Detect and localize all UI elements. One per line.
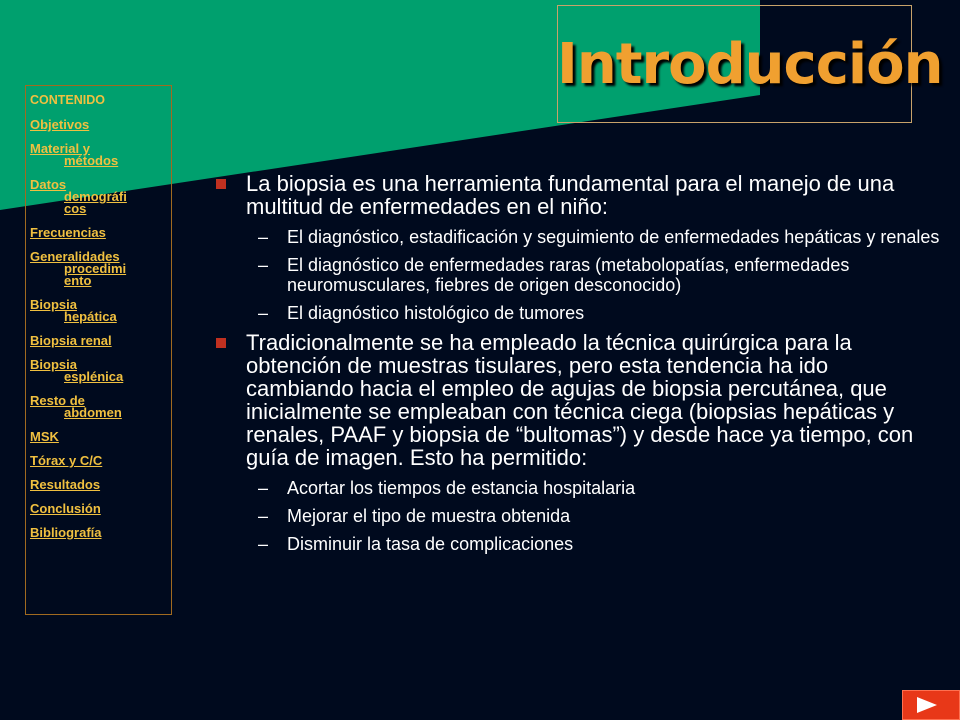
sidebar-link-label: Biopsia bbox=[30, 297, 77, 312]
sidebar-link-label: Biopsia renal bbox=[30, 333, 112, 348]
sidebar-link[interactable] bbox=[30, 251, 171, 287]
sub-bullet-text: Disminuir la tasa de complicaciones bbox=[287, 534, 574, 554]
sidebar-link[interactable] bbox=[30, 335, 171, 347]
sidebar-link-label: ento bbox=[64, 273, 92, 288]
dash-marker: – bbox=[258, 506, 269, 526]
sub-bullet-item bbox=[210, 255, 940, 295]
dash-marker: – bbox=[258, 255, 269, 275]
sidebar-link-label: hepática bbox=[64, 309, 117, 324]
bullet-item: Tradicionalmente se ha empleado la técnica quirúrgica para la obtención de muestras tisulares, pero esta tendencia ha ido cambiando hacia el empleo de agujas de biopsia percutánea, que inicialmente se empleaban con técnica ciega (biopsias hepáticas y renales, PAAF y biopsia de “bultomas”) y desde hace ya tiempo, con guía de imagen. Esto ha permitido: bbox=[210, 331, 940, 469]
sidebar-link[interactable] bbox=[30, 359, 171, 383]
contents-sidebar bbox=[25, 85, 172, 615]
sidebar-link-label: métodos bbox=[64, 153, 119, 168]
sub-bullet-item bbox=[210, 478, 940, 498]
sidebar-link[interactable] bbox=[30, 179, 171, 215]
sidebar-link[interactable] bbox=[30, 395, 171, 419]
sidebar-link-label: abdomen bbox=[64, 405, 122, 420]
sidebar-link-label: procedimi bbox=[64, 261, 127, 276]
sidebar-link[interactable] bbox=[30, 455, 171, 467]
sidebar-link-label: Conclusión bbox=[30, 501, 101, 516]
sidebar-link-label: Generalidades bbox=[30, 249, 120, 264]
sidebar-link[interactable] bbox=[30, 143, 171, 167]
sidebar-link[interactable] bbox=[30, 227, 171, 239]
sidebar-link[interactable] bbox=[30, 479, 171, 491]
sidebar-link[interactable] bbox=[30, 431, 171, 443]
sub-bullet-text: Mejorar el tipo de muestra obtenida bbox=[287, 506, 571, 526]
sidebar-link-label: Bibliografía bbox=[30, 525, 102, 540]
sidebar-link[interactable] bbox=[30, 527, 171, 539]
dash-marker: – bbox=[258, 534, 269, 554]
sidebar-link-label: Material y bbox=[30, 141, 90, 156]
sidebar-link-label: cos bbox=[64, 201, 87, 216]
sidebar-links bbox=[30, 119, 171, 539]
sidebar-link-label: Tórax y C/C bbox=[30, 453, 103, 468]
sidebar-link-label: Objetivos bbox=[30, 117, 90, 132]
dash-marker: – bbox=[258, 478, 269, 498]
sub-bullet-text: El diagnóstico histológico de tumores bbox=[287, 303, 585, 323]
sidebar-link[interactable] bbox=[30, 299, 171, 323]
next-slide-button[interactable] bbox=[902, 690, 960, 720]
sub-bullet-item bbox=[210, 534, 940, 554]
sidebar-link-label: MSK bbox=[30, 429, 59, 444]
bullet-item: La biopsia es una herramienta fundamental para el manejo de una multitud de enfermedades en el niño: bbox=[210, 172, 940, 218]
sidebar-link-label: demográfi bbox=[64, 189, 127, 204]
sidebar-link[interactable] bbox=[30, 503, 171, 515]
sidebar-heading: CONTENIDO bbox=[30, 93, 105, 107]
sub-bullet-item bbox=[210, 303, 940, 323]
sidebar-link-label: Resto de bbox=[30, 393, 85, 408]
sub-bullet-text: Acortar los tiempos de estancia hospitalaria bbox=[287, 478, 636, 498]
page-title: Introducción bbox=[557, 32, 943, 97]
sidebar-link-label: Datos bbox=[30, 177, 67, 192]
sidebar-link-label: Biopsia bbox=[30, 357, 77, 372]
sub-bullet-item bbox=[210, 227, 940, 247]
sub-bullet-text: El diagnóstico, estadificación y seguimiento de enfermedades hepáticas y renales bbox=[287, 227, 940, 247]
dash-marker: – bbox=[258, 227, 269, 247]
sidebar-link[interactable] bbox=[30, 119, 171, 131]
sidebar-link-label: esplénica bbox=[64, 369, 124, 384]
sidebar-link-label: Resultados bbox=[30, 477, 101, 492]
sub-bullet-text: El diagnóstico de enfermedades raras (metabolopatías, enfermedades neuromusculares, fiebres de origen desconocido) bbox=[287, 255, 850, 295]
main-content bbox=[210, 172, 940, 562]
sub-bullet-item bbox=[210, 506, 940, 526]
dash-marker: – bbox=[258, 303, 269, 323]
sidebar-link-label: Frecuencias bbox=[30, 225, 106, 240]
